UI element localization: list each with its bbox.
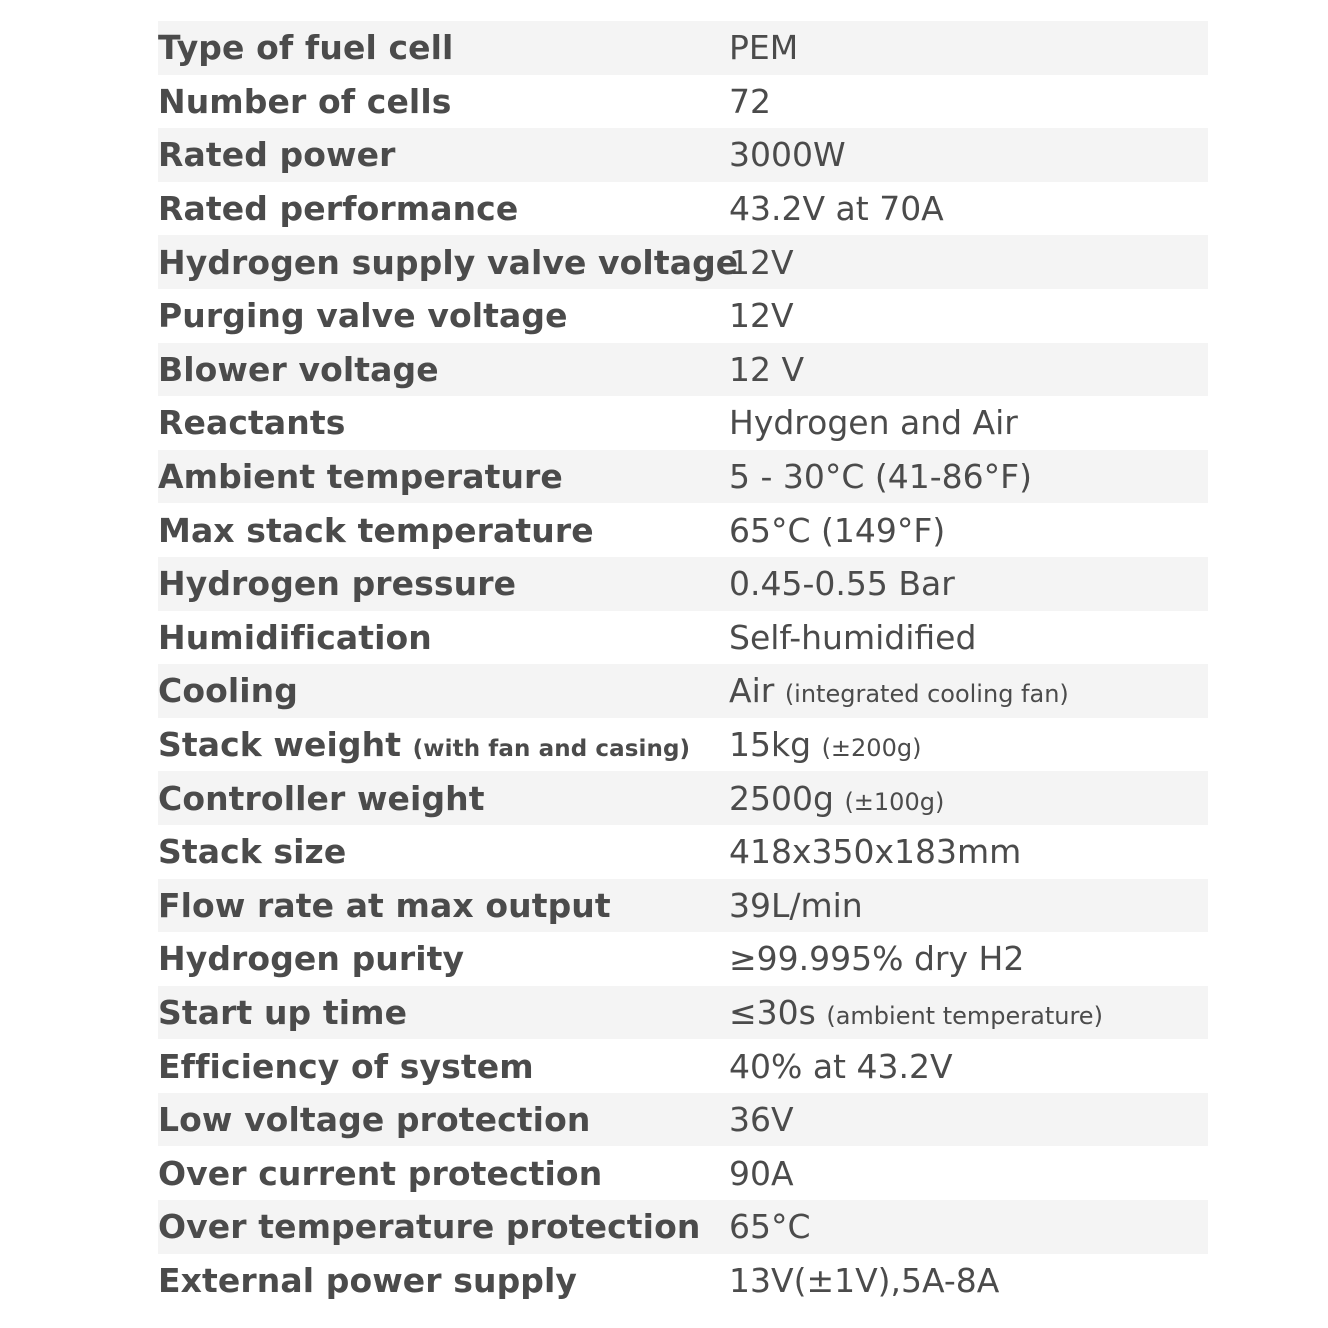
spec-label <box>158 671 729 710</box>
spec-value <box>729 618 976 657</box>
spec-label-text: Hydrogen supply valve voltage <box>158 242 739 282</box>
spec-value-text: 2500g <box>729 778 834 818</box>
spec-value <box>729 28 798 67</box>
spec-value <box>729 564 955 603</box>
spec-value <box>729 296 794 335</box>
spec-label-text: Cooling <box>158 671 298 711</box>
spec-value-text: 65°C (149°F) <box>729 510 946 550</box>
spec-table <box>158 21 1208 1307</box>
spec-row <box>158 1093 1208 1147</box>
spec-row <box>158 1254 1208 1308</box>
spec-label <box>158 82 729 121</box>
spec-row <box>158 128 1208 182</box>
spec-label-text: Efficiency of system <box>158 1046 534 1086</box>
spec-value <box>729 135 846 174</box>
spec-value-note: (±100g) <box>844 787 945 816</box>
spec-value-text: 39L/min <box>729 885 863 925</box>
spec-row <box>158 21 1208 75</box>
spec-label <box>158 832 729 871</box>
spec-value <box>729 1261 999 1300</box>
spec-label-text: Humidification <box>158 617 432 657</box>
spec-label-text: Number of cells <box>158 81 452 121</box>
spec-label-text: Rated performance <box>158 189 519 229</box>
spec-row <box>158 557 1208 611</box>
spec-value <box>729 189 944 228</box>
spec-value <box>729 1207 811 1246</box>
spec-row <box>158 1039 1208 1093</box>
spec-label <box>158 618 729 657</box>
spec-label-text: Over temperature protection <box>158 1207 701 1247</box>
spec-label-text: Start up time <box>158 992 408 1032</box>
spec-label <box>158 939 729 978</box>
spec-label-text: Hydrogen purity <box>158 939 465 979</box>
spec-row <box>158 879 1208 933</box>
spec-label <box>158 1100 729 1139</box>
spec-value <box>729 939 1024 978</box>
spec-value <box>729 671 1069 710</box>
spec-row <box>158 343 1208 397</box>
spec-row <box>158 450 1208 504</box>
spec-label <box>158 403 729 442</box>
spec-label-text: Blower voltage <box>158 349 439 389</box>
spec-value <box>729 243 794 282</box>
spec-label-text: Stack size <box>158 832 347 872</box>
spec-value-text: 15kg <box>729 725 812 765</box>
spec-value <box>729 725 921 764</box>
spec-value <box>729 457 1032 496</box>
spec-value <box>729 1154 794 1193</box>
spec-label <box>158 1261 729 1300</box>
spec-value <box>729 350 804 389</box>
spec-label <box>158 135 729 174</box>
spec-value-text: 36V <box>729 1100 794 1140</box>
spec-label-text: Purging valve voltage <box>158 296 568 336</box>
spec-label <box>158 242 739 282</box>
spec-label <box>158 1207 729 1246</box>
spec-label <box>158 296 729 335</box>
spec-value-text: 65°C <box>729 1207 811 1247</box>
spec-label <box>158 511 729 550</box>
spec-row <box>158 932 1208 986</box>
spec-label-text: Over current protection <box>158 1153 603 1193</box>
spec-value <box>729 82 771 121</box>
spec-row <box>158 1200 1208 1254</box>
spec-label <box>158 779 729 818</box>
spec-value-note: (ambient temperature) <box>826 1001 1103 1030</box>
spec-label-text: Type of fuel cell <box>158 28 454 68</box>
spec-row <box>158 664 1208 718</box>
spec-label <box>158 1047 729 1086</box>
spec-label <box>158 1154 729 1193</box>
spec-label-text: Max stack temperature <box>158 510 594 550</box>
spec-value-text: 418x350x183mm <box>729 832 1022 872</box>
spec-value-text: Air <box>729 671 775 711</box>
spec-value-note: (±200g) <box>821 734 922 763</box>
spec-value-text: 12V <box>729 242 794 282</box>
spec-label-text: Reactants <box>158 403 346 443</box>
spec-value <box>729 779 944 818</box>
spec-row <box>158 825 1208 879</box>
spec-value <box>729 511 945 550</box>
spec-label-text: Stack weight <box>158 725 402 765</box>
spec-row <box>158 718 1208 772</box>
spec-value <box>729 886 863 925</box>
spec-value-text: ≥99.995% dry H2 <box>729 939 1025 979</box>
spec-label-text: External power supply <box>158 1260 578 1300</box>
spec-value-text: ≤30s <box>729 992 816 1032</box>
spec-row <box>158 611 1208 665</box>
spec-value-text: 13V(±1V),5A-8A <box>729 1260 1000 1300</box>
spec-row <box>158 771 1208 825</box>
spec-value-text: 5 - 30°C (41-86°F) <box>729 457 1033 497</box>
spec-value-text: Self-humidified <box>729 617 977 657</box>
spec-label-text: Ambient temperature <box>158 457 563 497</box>
spec-row <box>158 396 1208 450</box>
spec-value-note: (integrated cooling fan) <box>784 680 1069 709</box>
spec-row <box>158 503 1208 557</box>
spec-row <box>158 235 1208 289</box>
spec-label <box>158 886 729 925</box>
spec-label <box>158 28 729 67</box>
spec-value-text: 43.2V at 70A <box>729 189 944 229</box>
spec-value <box>729 1100 794 1139</box>
spec-value-text: 12 V <box>729 349 805 389</box>
spec-row <box>158 1146 1208 1200</box>
spec-label-text: Controller weight <box>158 778 485 818</box>
spec-label-text: Flow rate at max output <box>158 885 611 925</box>
spec-label-text: Hydrogen pressure <box>158 564 517 604</box>
spec-row <box>158 182 1208 236</box>
spec-value <box>729 403 1018 442</box>
spec-value <box>729 832 1021 871</box>
spec-row <box>158 986 1208 1040</box>
spec-label <box>158 350 729 389</box>
spec-label-text: Low voltage protection <box>158 1100 591 1140</box>
spec-value-text: 12V <box>729 296 794 336</box>
spec-value-text: 0.45-0.55 Bar <box>729 564 955 604</box>
spec-value <box>729 993 1103 1032</box>
spec-label-text: Rated power <box>158 135 396 175</box>
spec-label <box>158 564 729 603</box>
spec-value-text: 3000W <box>729 135 846 175</box>
spec-label <box>158 993 729 1032</box>
spec-value-text: 72 <box>729 81 771 121</box>
spec-row <box>158 289 1208 343</box>
spec-label <box>158 189 729 228</box>
spec-value-text: 40% at 43.2V <box>729 1046 953 1086</box>
spec-label-note: (with fan and casing) <box>412 736 691 763</box>
spec-label <box>158 725 729 764</box>
spec-value-text: PEM <box>729 28 799 68</box>
spec-value-text: Hydrogen and Air <box>729 403 1018 443</box>
spec-row <box>158 75 1208 129</box>
spec-label <box>158 457 729 496</box>
spec-value-text: 90A <box>729 1153 794 1193</box>
spec-value <box>729 1047 953 1086</box>
